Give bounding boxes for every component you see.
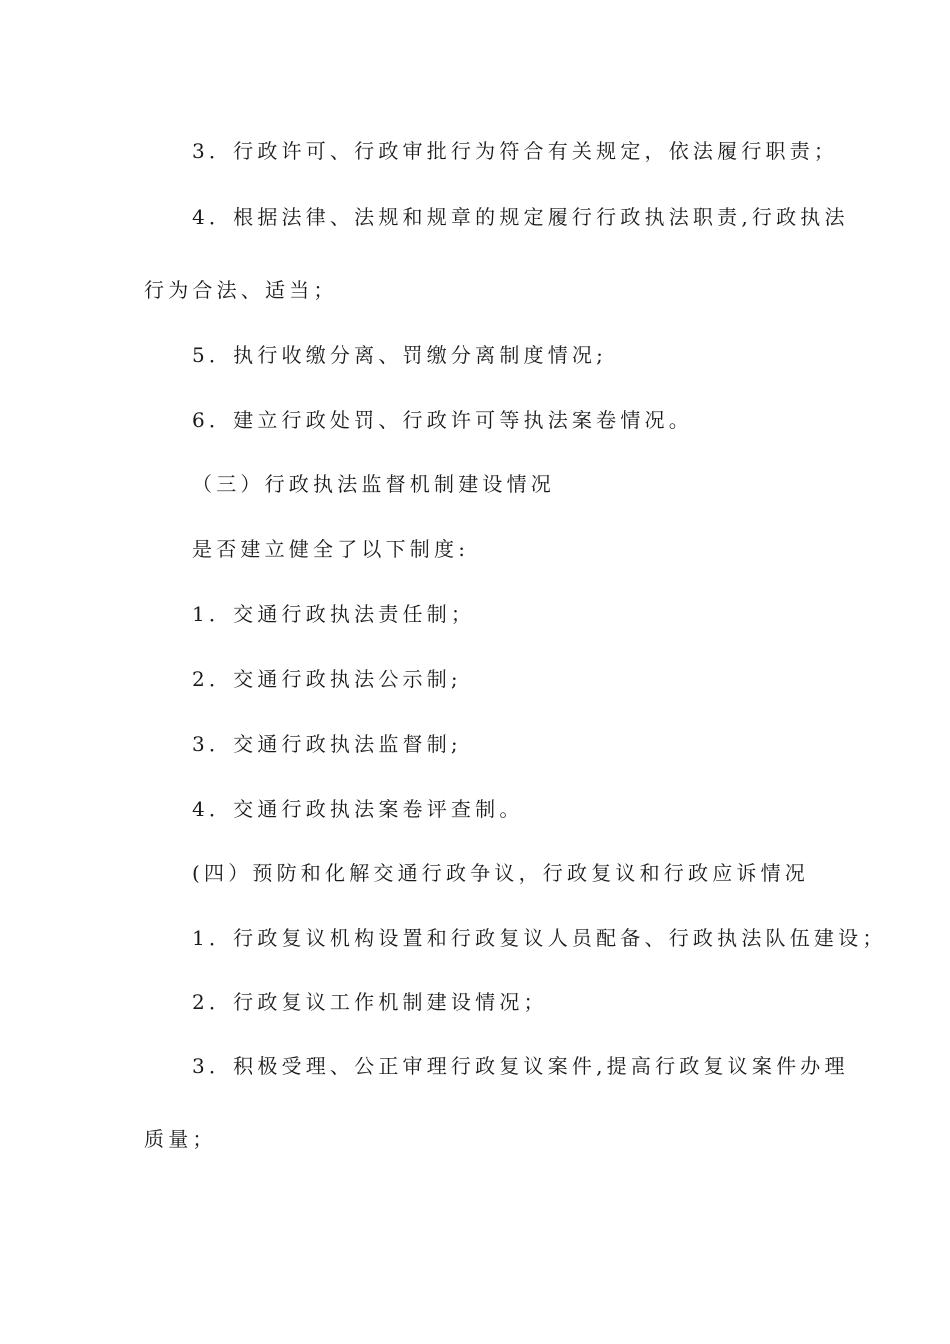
list-item-case-review-system: 4．交通行政执法案卷评查制。 — [192, 797, 524, 821]
list-item-fee-separation: 5．执行收缴分离、罚缴分离制度情况; — [192, 343, 608, 367]
list-item-publicity-system: 2．交通行政执法公示制; — [192, 667, 462, 691]
list-item-review-institution: 1．行政复议机构设置和行政复议人员配备、行政执法队伍建设； — [192, 926, 887, 950]
list-item-admin-license: 3．行政许可、行政审批行为符合有关规定，依法履行职责； — [192, 139, 839, 163]
section-intro-text: 是否建立健全了以下制度: — [192, 537, 470, 561]
list-item-responsibility-system: 1．交通行政执法责任制； — [192, 602, 476, 626]
list-item-review-mechanism: 2．行政复议工作机制建设情况； — [192, 990, 548, 1014]
list-item-supervision-system: 3．交通行政执法监督制; — [192, 732, 462, 756]
section-heading-4: (四）预防和化解交通行政争议，行政复议和行政应诉情况 — [192, 861, 810, 885]
list-item-case-files: 6．建立行政处罚、行政许可等执法案卷情况。 — [192, 408, 693, 432]
list-item-law-enforcement-duty: 4．根据法律、法规和规章的规定履行行政执法职责,行政执法 — [192, 205, 849, 229]
list-item-law-enforcement-duty-continued: 行为合法、适当； — [144, 278, 338, 302]
list-item-review-cases-continued: 质量； — [144, 1127, 217, 1151]
list-item-review-cases: 3．积极受理、公正审理行政复议案件,提高行政复议案件办理 — [192, 1054, 849, 1078]
section-heading-3: （三）行政执法监督机制建设情况 — [192, 472, 555, 496]
